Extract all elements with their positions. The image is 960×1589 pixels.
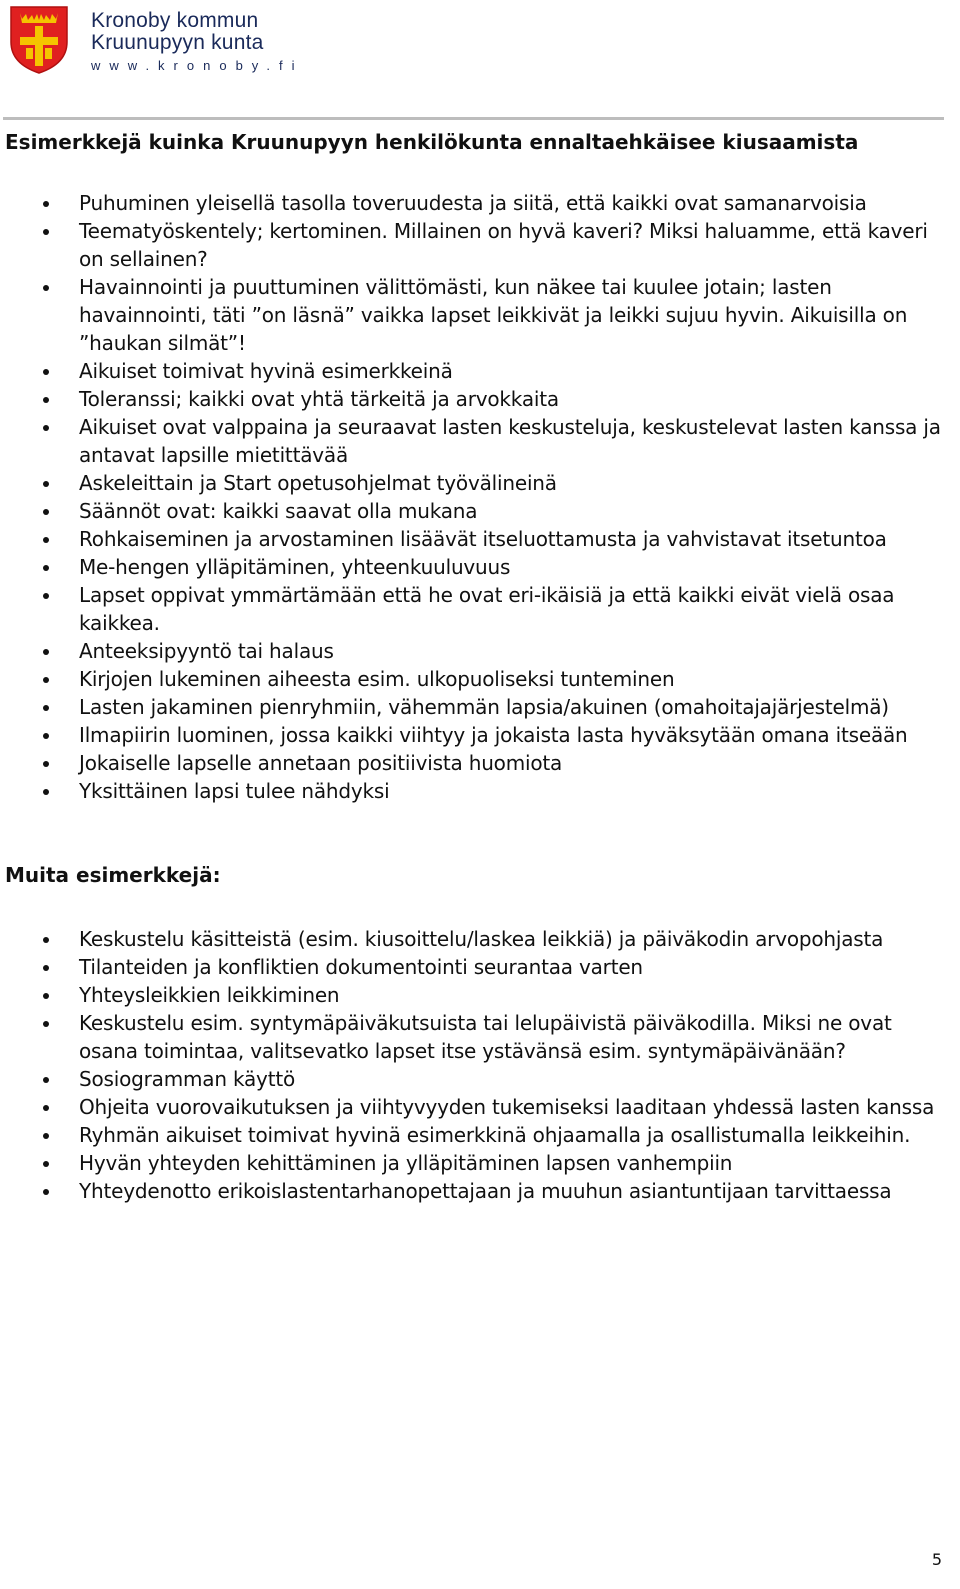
list-item xyxy=(5,1065,945,1093)
list-item-text: Jokaiselle lapselle annetaan positiivista huomiota xyxy=(79,751,563,775)
list-item xyxy=(5,1009,945,1065)
bullet-icon xyxy=(43,965,49,971)
page-number: 5 xyxy=(931,1550,942,1569)
list-item xyxy=(5,637,945,665)
list-item xyxy=(5,497,945,525)
org-name-finnish: Kruunupyyn kunta xyxy=(91,31,264,54)
list-item xyxy=(5,469,945,497)
list-item-text: Havainnointi ja puuttuminen välittömästi, kun näkee tai kuulee jotain; lasten havainnointi, täti ”on läsnä” vaikka lapset leikkivät ja leikki sujuu hyvin. Aikuisilla on ”haukan silmät”! xyxy=(79,275,908,355)
list-item-text: Rohkaiseminen ja arvostaminen lisäävät itseluottamusta ja vahvistavat itsetuntoa xyxy=(79,527,887,551)
prevention-list xyxy=(5,189,945,805)
bullet-icon xyxy=(43,537,49,543)
bullet-icon xyxy=(43,937,49,943)
header-divider xyxy=(3,117,944,120)
list-item-text: Ohjeita vuorovaikutuksen ja viihtyvyyden tukemiseksi laaditaan yhdessä lasten kanssa xyxy=(79,1095,935,1119)
list-item xyxy=(5,553,945,581)
list-item-text: Lasten jakaminen pienryhmiin, vähemmän lapsia/akuinen (omahoitajajärjestelmä) xyxy=(79,695,889,719)
list-item-text: Yhteysleikkien leikkiminen xyxy=(79,983,340,1007)
bullet-icon xyxy=(43,789,49,795)
list-item-text: Aikuiset ovat valppaina ja seuraavat lasten keskusteluja, keskustelevat lasten kanssa ja antavat lapsille mietittävää xyxy=(79,415,941,467)
bullet-icon xyxy=(43,201,49,207)
bullet-icon xyxy=(43,1161,49,1167)
list-item xyxy=(5,981,945,1009)
bullet-icon xyxy=(43,509,49,515)
list-item-text: Teematyöskentely; kertominen. Millainen on hyvä kaveri? Miksi haluamme, että kaveri on sellainen? xyxy=(79,219,928,271)
list-item xyxy=(5,721,945,749)
list-item xyxy=(5,273,945,357)
list-item-text: Tilanteiden ja konfliktien dokumentointi seurantaa varten xyxy=(79,955,643,979)
bullet-icon xyxy=(43,1077,49,1083)
list-item xyxy=(5,777,945,805)
list-item-text: Keskustelu esim. syntymäpäiväkutsuista tai lelupäivistä päiväkodilla. Miksi ne ovat osana toimintaa, valitsevatko lapset itse ystävänsä esim. syntymäpäivänään? xyxy=(79,1011,892,1063)
list-item-text: Ryhmän aikuiset toimivat hyvinä esimerkkinä ohjaamalla ja osallistumalla leikkeihin. xyxy=(79,1123,911,1147)
organization-name xyxy=(91,10,303,76)
list-item xyxy=(5,1093,945,1121)
bullet-icon xyxy=(43,397,49,403)
list-item-text: Sosiogramman käyttö xyxy=(79,1067,296,1091)
bullet-icon xyxy=(43,761,49,767)
org-website-link[interactable]: www.kronoby.fi xyxy=(91,58,304,73)
list-item-text: Säännöt ovat: kaikki saavat olla mukana xyxy=(79,499,478,523)
document-header xyxy=(8,4,952,86)
document-body xyxy=(5,128,945,1205)
list-item xyxy=(5,217,945,273)
list-item-text: Puhuminen yleisellä tasolla toveruudesta ja siitä, että kaikki ovat samanarvoisia xyxy=(79,191,867,215)
coat-of-arms-icon xyxy=(8,4,70,74)
list-item xyxy=(5,385,945,413)
org-name-swedish: Kronoby kommun xyxy=(91,9,259,32)
bullet-icon xyxy=(43,369,49,375)
bullet-icon xyxy=(43,229,49,235)
bullet-icon xyxy=(43,593,49,599)
list-item xyxy=(5,953,945,981)
list-item xyxy=(5,665,945,693)
list-item xyxy=(5,1177,945,1205)
bullet-icon xyxy=(43,649,49,655)
list-item-text: Toleranssi; kaikki ovat yhtä tärkeitä ja arvokkaita xyxy=(79,387,559,411)
list-item-text: Keskustelu käsitteistä (esim. kiusoittelu/laskea leikkiä) ja päiväkodin arvopohjasta xyxy=(79,927,884,951)
list-item xyxy=(5,1121,945,1149)
bullet-icon xyxy=(43,1133,49,1139)
list-item-text: Aikuiset toimivat hyvinä esimerkkeinä xyxy=(79,359,453,383)
list-item xyxy=(5,925,945,953)
list-item xyxy=(5,525,945,553)
bullet-icon xyxy=(43,1189,49,1195)
section-heading-prevention: Esimerkkejä kuinka Kruunupyyn henkilökunta ennaltaehkäisee kiusaamista xyxy=(5,130,859,154)
bullet-icon xyxy=(43,565,49,571)
bullet-icon xyxy=(43,677,49,683)
list-item xyxy=(5,357,945,385)
bullet-icon xyxy=(43,1021,49,1027)
bullet-icon xyxy=(43,285,49,291)
list-item xyxy=(5,749,945,777)
bullet-icon xyxy=(43,481,49,487)
list-item xyxy=(5,413,945,469)
list-item-text: Ilmapiirin luominen, jossa kaikki viihtyy ja jokaista lasta hyväksytään omana itseään xyxy=(79,723,908,747)
bullet-icon xyxy=(43,1105,49,1111)
list-item-text: Yksittäinen lapsi tulee nähdyksi xyxy=(79,779,390,803)
bullet-icon xyxy=(43,733,49,739)
list-item-text: Hyvän yhteyden kehittäminen ja ylläpitäminen lapsen vanhempiin xyxy=(79,1151,733,1175)
bullet-icon xyxy=(43,425,49,431)
section-heading-other-examples: Muita esimerkkejä: xyxy=(5,863,221,887)
other-examples-list xyxy=(5,925,945,1205)
list-item xyxy=(5,581,945,637)
list-item-text: Kirjojen lukeminen aiheesta esim. ulkopuoliseksi tunteminen xyxy=(79,667,675,691)
list-item-text: Yhteydenotto erikoislastentarhanopettajaan ja muuhun asiantuntijaan tarvittaessa xyxy=(79,1179,892,1203)
bullet-icon xyxy=(43,705,49,711)
list-item-text: Me-hengen ylläpitäminen, yhteenkuuluvuus xyxy=(79,555,511,579)
list-item-text: Lapset oppivat ymmärtämään että he ovat eri-ikäisiä ja että kaikki eivät vielä osaa kaikkea. xyxy=(79,583,895,635)
list-item-text: Askeleittain ja Start opetusohjelmat työvälineinä xyxy=(79,471,557,495)
list-item-text: Anteeksipyyntö tai halaus xyxy=(79,639,334,663)
list-item xyxy=(5,1149,945,1177)
bullet-icon xyxy=(43,993,49,999)
list-item xyxy=(5,693,945,721)
list-item xyxy=(5,189,945,217)
